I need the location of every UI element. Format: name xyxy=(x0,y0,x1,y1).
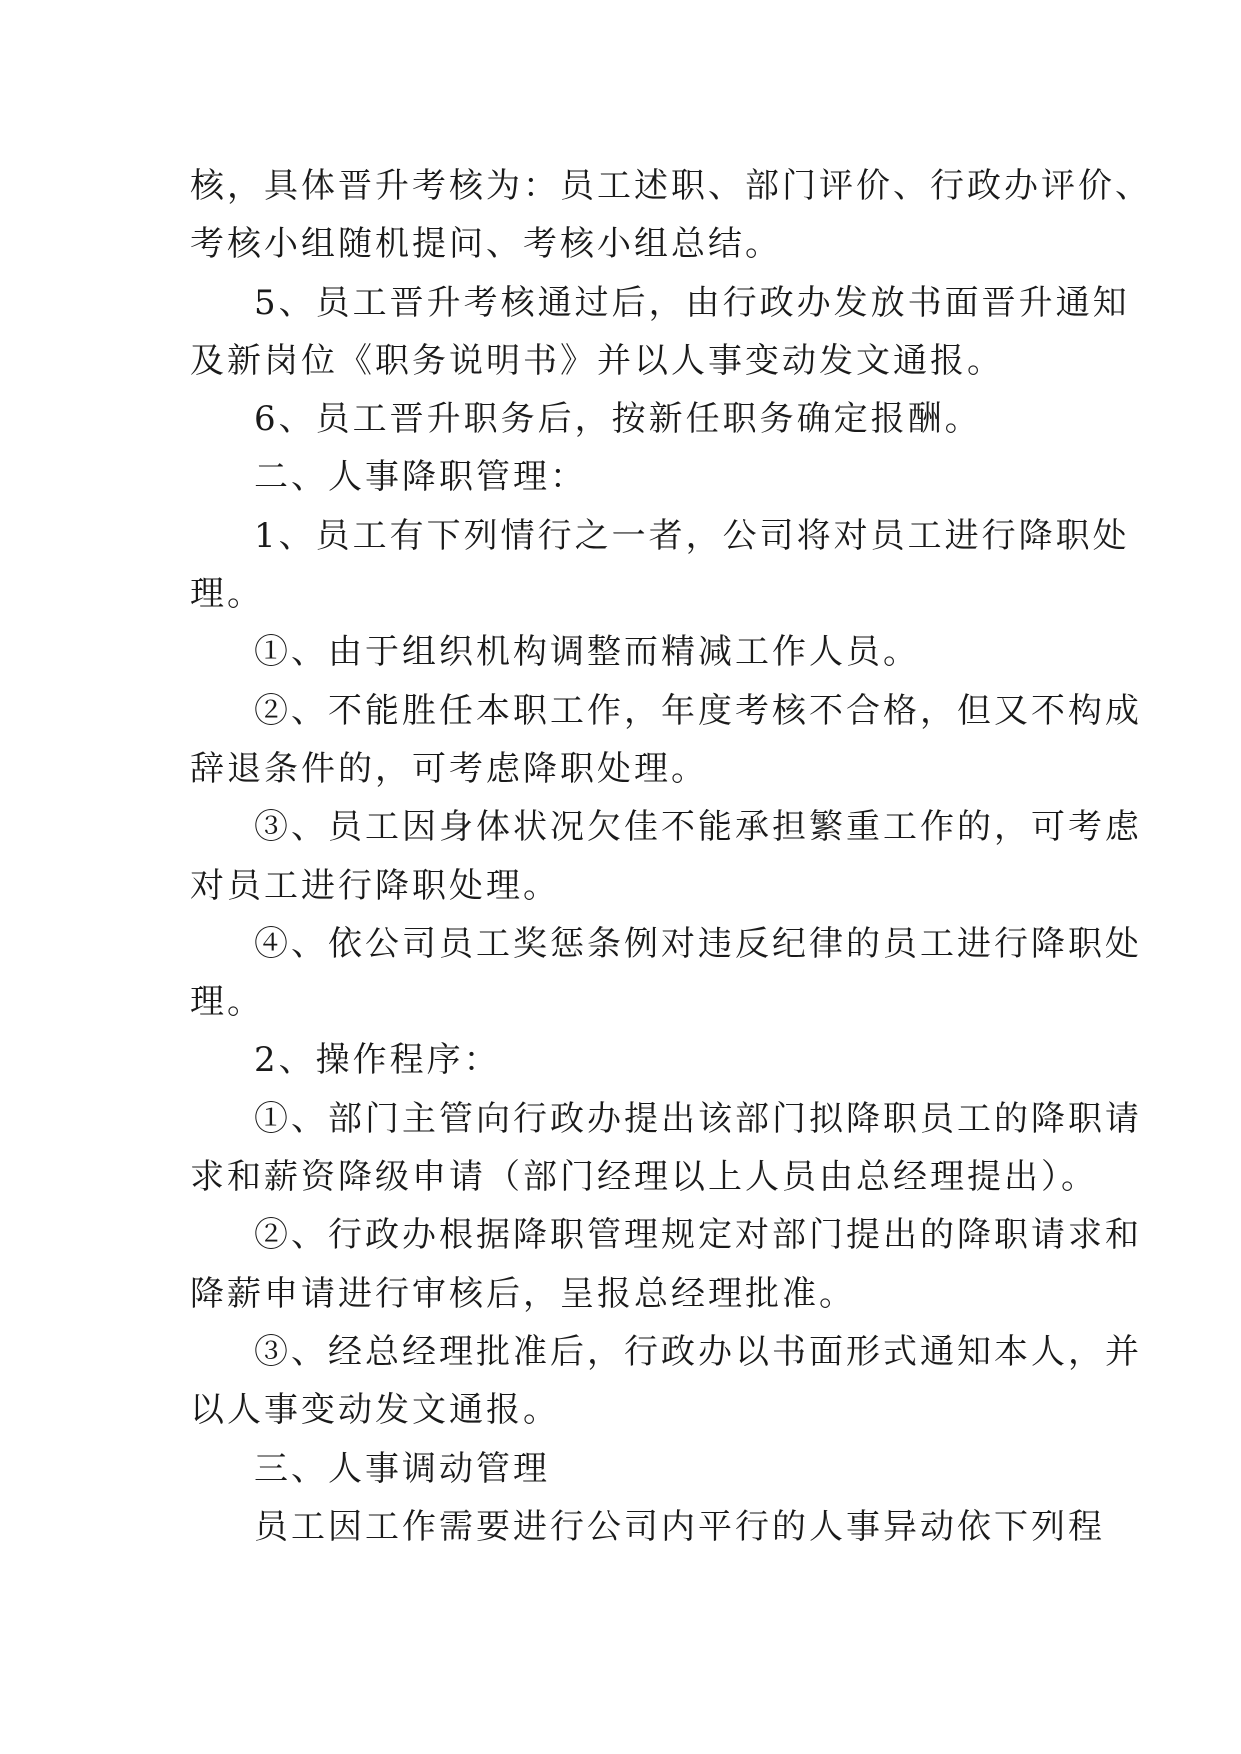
text-line: ②、不能胜任本职工作，年度考核不合格，但又不构成 xyxy=(254,690,1142,731)
text-line: 考核小组随机提问、考核小组总结。 xyxy=(190,224,782,265)
text-line: ④、依公司员工奖惩条例对违反纪律的员工进行降职处 xyxy=(254,923,1142,964)
text-line: 对员工进行降职处理。 xyxy=(190,865,560,906)
text-line: 5、员工晋升考核通过后，由行政办发放书面晋升通知 xyxy=(254,282,1130,323)
text-line: ②、行政办根据降职管理规定对部门提出的降职请求和 xyxy=(254,1215,1142,1256)
text-line: ③、经总经理批准后，行政办以书面形式通知本人，并 xyxy=(254,1331,1142,1372)
text-line: 降薪申请进行审核后，呈报总经理批准。 xyxy=(190,1273,856,1314)
text-line: 及新岗位《职务说明书》并以人事变动发文通报。 xyxy=(190,340,1004,381)
text-line: 1、员工有下列情行之一者，公司将对员工进行降职处 xyxy=(254,515,1130,556)
text-line: ①、由于组织机构调整而精减工作人员。 xyxy=(254,632,920,673)
text-line: 6、员工晋升职务后，按新任职务确定报酬。 xyxy=(254,399,982,440)
text-line: ③、员工因身体状况欠佳不能承担繁重工作的，可考虑 xyxy=(254,807,1142,848)
text-line: 核，具体晋升考核为：员工述职、部门评价、行政办评价、 xyxy=(190,166,1152,206)
text-line: 辞退条件的，可考虑降职处理。 xyxy=(190,748,708,789)
text-line: 以人事变动发文通报。 xyxy=(190,1390,560,1431)
text-line: 理。 xyxy=(190,574,264,615)
text-line: ①、部门主管向行政办提出该部门拟降职员工的降职请 xyxy=(254,1098,1142,1139)
document-body xyxy=(190,157,1152,1556)
text-line: 员工因工作需要进行公司内平行的人事异动依下列程 xyxy=(254,1506,1105,1547)
text-line: 2、操作程序： xyxy=(254,1040,501,1081)
section-heading: 三、人事调动管理 xyxy=(254,1448,550,1489)
section-heading: 二、人事降职管理： xyxy=(254,457,587,498)
text-line: 求和薪资降级申请（部门经理以上人员由总经理提出）。 xyxy=(190,1157,1098,1198)
text-line: 理。 xyxy=(190,982,264,1023)
